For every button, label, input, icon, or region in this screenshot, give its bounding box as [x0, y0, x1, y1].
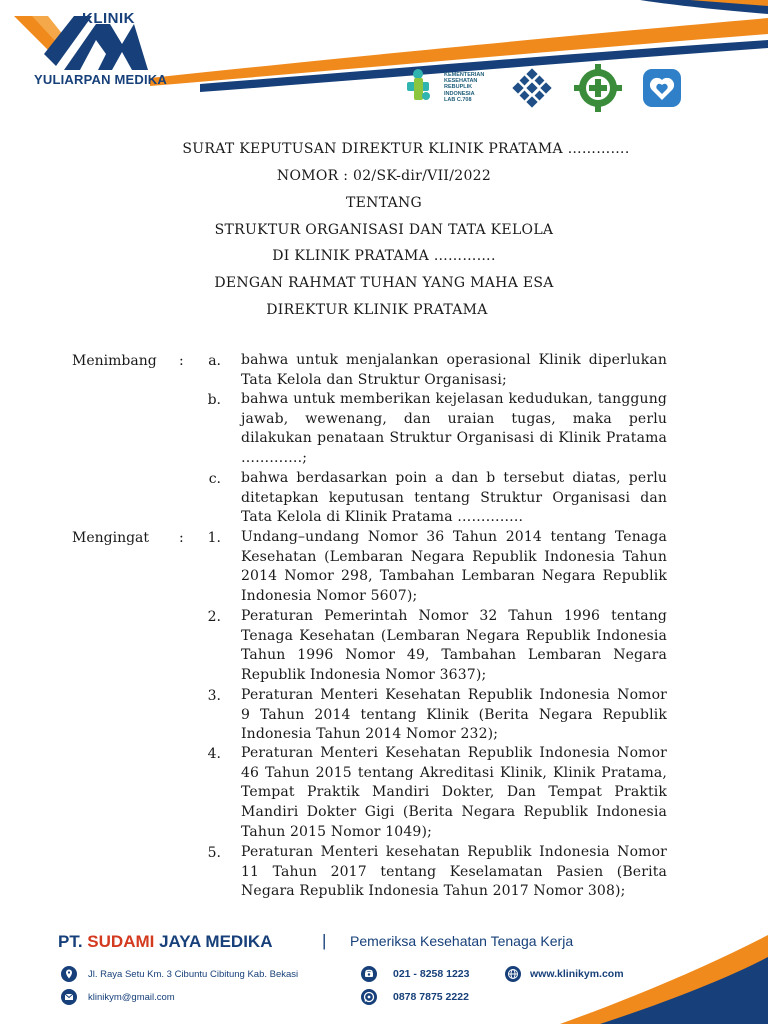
- menimbang-item: bahwa untuk memberikan kejelasan kedudukan, tanggung jawab, wewenang, dan uraian tugas, maka perlu dilakukan penataan Struktur Organisasi di Klinik Pratama ………….;: [241, 391, 667, 467]
- mengingat-colon: :: [179, 530, 184, 546]
- decree-issuer: DIREKTUR KLINIK PRATAMA: [266, 302, 488, 318]
- mengingat-item: Peraturan Pemerintah Nomor 32 Tahun 1996 tentang Tenaga Kesehatan (Lembaran Negara Republik Indonesia Tahun 1996 Nomor 49, Tambahan Lembaran Negara Republik Indonesia Nomor 3637);: [241, 608, 667, 684]
- letterhead-header: [0, 0, 768, 125]
- item-marker: 3.: [207, 688, 221, 704]
- decree-title: SURAT KEPUTUSAN DIREKTUR KLINIK PRATAMA ………….: [182, 141, 630, 157]
- footer-address: Jl. Raya Setu Km. 3 Cibuntu Cibitung Kab. Bekasi: [88, 969, 299, 980]
- k3-gear-logo-icon: [574, 64, 622, 112]
- decree-invocation: DENGAN RAHMAT TUHAN YANG MAHA ESA: [214, 275, 554, 291]
- mengingat-item: Peraturan Menteri kesehatan Republik Indonesia Nomor 11 Tahun 2017 tentang Keselamatan Pasien (Berita Negara Republik Indonesia Tahun 2017 Nomor 308);: [241, 844, 667, 900]
- kemnaker-logo-icon: [512, 68, 551, 107]
- kemenkes-logo-icon: [407, 69, 430, 100]
- company-highlight: SUDAMI: [87, 932, 155, 951]
- logo-klinik-text: KLINIK: [82, 10, 135, 27]
- decree-tentang: TENTANG: [345, 195, 423, 211]
- item-marker: 2.: [207, 609, 221, 625]
- decree-number: NOMOR : 02/SK-dir/VII/2022: [276, 168, 492, 184]
- location-pin-icon: [61, 966, 77, 982]
- footer-email[interactable]: klinikym@gmail.com: [88, 992, 175, 1003]
- decree-subject-line2: DI KLINIK PRATAMA ………….: [272, 248, 496, 264]
- item-marker: 1.: [207, 530, 221, 546]
- menimbang-colon: :: [179, 353, 184, 369]
- footer-website[interactable]: www.klinikym.com: [530, 968, 624, 980]
- health-insurance-logo-icon: [643, 69, 681, 107]
- kemenkes-line: LAB C.708: [444, 96, 472, 103]
- kemenkes-line: KESEHATAN: [444, 78, 478, 85]
- company-tagline: Pemeriksa Kesehatan Tenaga Kerja: [350, 933, 574, 949]
- company-suffix: JAYA MEDIKA: [159, 932, 273, 951]
- item-marker: a.: [208, 353, 221, 369]
- menimbang-item: bahwa untuk menjalankan operasional Klinik diperlukan Tata Kelola dan Struktur Organisasi;: [241, 352, 667, 388]
- mengingat-item: Undang–undang Nomor 36 Tahun 2014 tentang Tenaga Kesehatan (Lembaran Negara Republik Indonesia Tahun 2014 Nomor 298, Tambahan Lembaran Negara Republik Indonesia Nomor 5607);: [241, 529, 667, 605]
- menimbang-label: Menimbang: [72, 353, 157, 369]
- footer-phone[interactable]: 021 - 8258 1223: [393, 968, 470, 980]
- kemenkes-label: [444, 72, 484, 103]
- kemenkes-line: REBUPLIK: [444, 84, 473, 91]
- mengingat-label: Mengingat: [72, 530, 150, 546]
- phone-icon: [361, 966, 377, 982]
- footer-separator: |: [322, 931, 327, 950]
- company-name: [58, 932, 272, 952]
- item-marker: 5.: [207, 845, 221, 861]
- globe-icon: [505, 966, 521, 982]
- item-marker: c.: [208, 471, 221, 487]
- logo-clinic-name: YULIARPAN MEDIKA: [34, 72, 167, 87]
- item-marker: b.: [207, 392, 221, 408]
- email-icon: [61, 989, 77, 1005]
- kemenkes-line: INDONESIA: [444, 90, 475, 97]
- menimbang-item: bahwa berdasarkan poin a dan b tersebut diatas, perlu ditetapkan keputusan tentang Struktur Organisasi dan Tata Kelola di Klinik Pratama …………..: [241, 470, 667, 526]
- company-prefix: PT.: [58, 932, 83, 951]
- kemenkes-line: KEMENTERIAN: [444, 72, 485, 78]
- whatsapp-icon: [361, 989, 377, 1005]
- footer-whatsapp[interactable]: 0878 7875 2222: [393, 991, 469, 1003]
- mengingat-item: Peraturan Menteri Kesehatan Republik Indonesia Nomor 9 Tahun 2014 tentang Klinik (Berita Negara Republik Indonesia Tahun 2014 Nomor 232);: [241, 687, 667, 743]
- item-marker: 4.: [207, 746, 221, 762]
- decree-subject-line1: STRUKTUR ORGANISASI DAN TATA KELOLA: [214, 222, 554, 238]
- mengingat-item: Peraturan Menteri Kesehatan Republik Indonesia Nomor 46 Tahun 2015 tentang Akreditasi Klinik, Klinik Pratama, Tempat Praktik Mandiri Dokter, Dan Tempat Praktik Mandiri Dokter Gigi (Berita Negara Republik Indonesia Tahun 2015 Nomor 1049);: [241, 745, 667, 840]
